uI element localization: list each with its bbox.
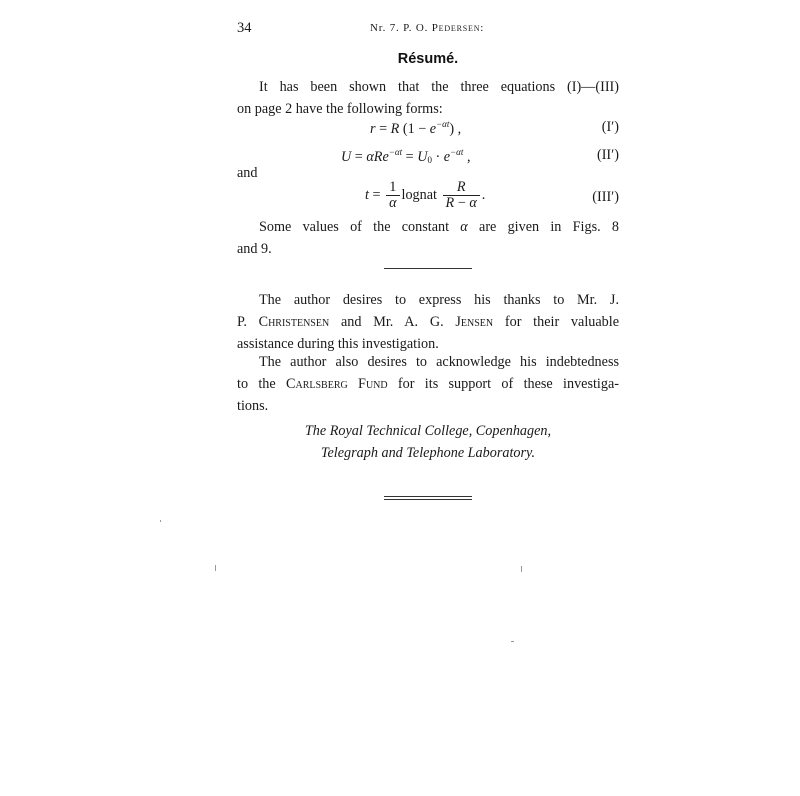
and-word: and <box>237 165 258 181</box>
end-rule-top <box>384 496 472 497</box>
equation-iii-prime-formula: t = $\frac{1}{\alpha}$ lognat $\frac{R}{R - \alpha}$ . <box>365 179 486 211</box>
carlsberg-fund: Carlsberg Fund <box>286 376 388 392</box>
scan-speck <box>511 641 514 642</box>
page-header <box>237 20 619 42</box>
scan-speck <box>215 565 216 571</box>
affiliation-line-2: Telegraph and Telephone Laboratory. <box>320 445 536 461</box>
equation-i-prime-formula: r = R $(1 - e^{-\alpha t})$ , <box>370 119 462 137</box>
thanks-paragraph: The author desires to express his thanks to Mr. J. P. Christensen and Mr. A. G. Jensen for their valuable assistance during this investigation. <box>237 292 619 352</box>
acknowledgement-paragraph: The author also desires to acknowledge his indebtedness to the Carlsberg Fund for its support of these investiga- tions. <box>237 354 619 414</box>
end-rule-bottom <box>384 499 472 500</box>
name-jensen: Jensen <box>455 314 494 330</box>
equation-ii-prime-formula: $U = \alpha Re^{-\alpha t} = U_0 \cdot e^{-\alpha t}$ , <box>341 147 471 165</box>
equation-iii-prime <box>237 180 619 218</box>
page-number: 34 <box>237 20 252 36</box>
scan-speck <box>160 520 161 522</box>
equation-iii-prime-tag: (III′) <box>592 189 619 205</box>
equation-ii-prime <box>237 147 619 175</box>
section-divider <box>384 268 472 269</box>
equation-ii-prime-tag: (II′) <box>596 147 619 163</box>
running-head: Nr. 7. P. O. Pedersen: <box>370 22 485 34</box>
affiliation-line-1: The Royal Technical College, Copenhagen, <box>304 423 552 439</box>
affiliation <box>237 420 619 464</box>
equation-i-prime-tag: (I′) <box>601 119 619 135</box>
name-christensen: Christensen <box>258 314 330 330</box>
intro-paragraph: It has been shown that the three equations (I)—(III) on page 2 have the following forms: <box>237 79 619 117</box>
constants-paragraph: Some values of the constant α are given in Figs. 8 and 9. <box>237 219 620 257</box>
section-title: Résumé. <box>397 51 459 67</box>
equation-i-prime <box>237 119 619 147</box>
running-head-author: Pedersen <box>431 22 481 34</box>
scan-speck <box>521 566 522 572</box>
